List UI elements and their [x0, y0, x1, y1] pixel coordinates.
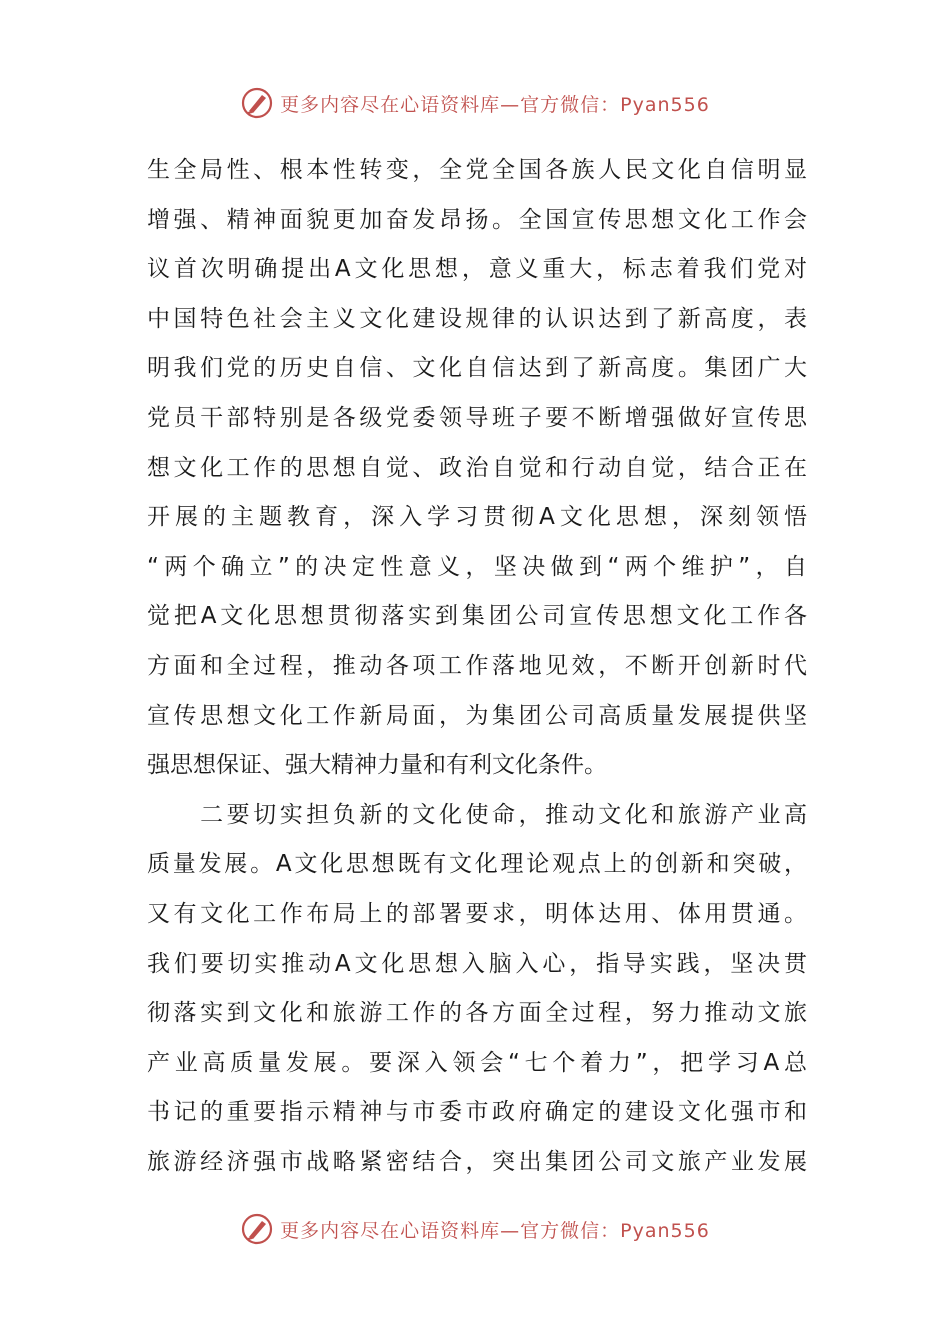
body-line: 增强、精神面貌更加奋发昂扬。全国宣传思想文化工作会: [147, 206, 807, 233]
body-line: 产业高质量发展。要深入领会“七个着力”，把学习A总: [147, 1049, 807, 1076]
body-line: 开展的主题教育，深入学习贯彻A文化思想，深刻领悟: [147, 504, 807, 531]
body-line: 彻落实到文化和旅游工作的各方面全过程，努力推动文旅: [147, 1000, 807, 1027]
body-line: 宣传思想文化工作新局面，为集团公司高质量发展提供坚: [147, 702, 807, 729]
body-line: “两个确立”的决定性意义，坚决做到“两个维护”，自: [147, 553, 807, 580]
footer-banner: [0, 1209, 950, 1249]
header-banner-text: 更多内容尽在心语资料库—官方微信：Pyan556: [280, 93, 710, 116]
document-body: [147, 146, 807, 1187]
body-line: 旅游经济强市战略紧密结合，突出集团公司文旅产业发展: [147, 1148, 807, 1175]
body-line: 议首次明确提出A文化思想，意义重大，标志着我们党对: [147, 256, 807, 283]
body-line: 又有文化工作布局上的部署要求，明体达用、体用贯通。: [147, 900, 807, 927]
body-line: 书记的重要指示精神与市委市政府确定的建设文化强市和: [147, 1099, 807, 1126]
body-line: 觉把A文化思想贯彻落实到集团公司宣传思想文化工作各: [147, 603, 807, 630]
body-line: 生全局性、根本性转变，全党全国各族人民文化自信明显: [147, 157, 807, 183]
body-line: 明我们党的历史自信、文化自信达到了新高度。集团广大: [147, 355, 807, 382]
body-line: 质量发展。A文化思想既有文化理论观点上的创新和突破，: [147, 851, 807, 878]
body-line: 我们要切实推动A文化思想入脑入心，指导实践，坚决贯: [147, 950, 807, 977]
body-line: 党员干部特别是各级党委领导班子要不断增强做好宣传思: [147, 404, 807, 431]
body-line: 强思想保证、强大精神力量和有利文化条件。: [147, 752, 607, 779]
body-line: 方面和全过程，推动各项工作落地见效，不断开创新时代: [147, 652, 807, 679]
footer-banner-text: 更多内容尽在心语资料库—官方微信：Pyan556: [280, 1219, 710, 1242]
pen-seal-logo-icon: [240, 86, 274, 120]
header-banner: [0, 83, 950, 123]
body-line: 中国特色社会主义文化建设规律的认识达到了新高度，表: [147, 305, 807, 332]
body-line: 二要切实担负新的文化使命，推动文化和旅游产业高: [147, 801, 807, 828]
body-line: 想文化工作的思想自觉、政治自觉和行动自觉，结合正在: [147, 454, 807, 481]
pen-seal-logo-icon: [240, 1212, 274, 1246]
